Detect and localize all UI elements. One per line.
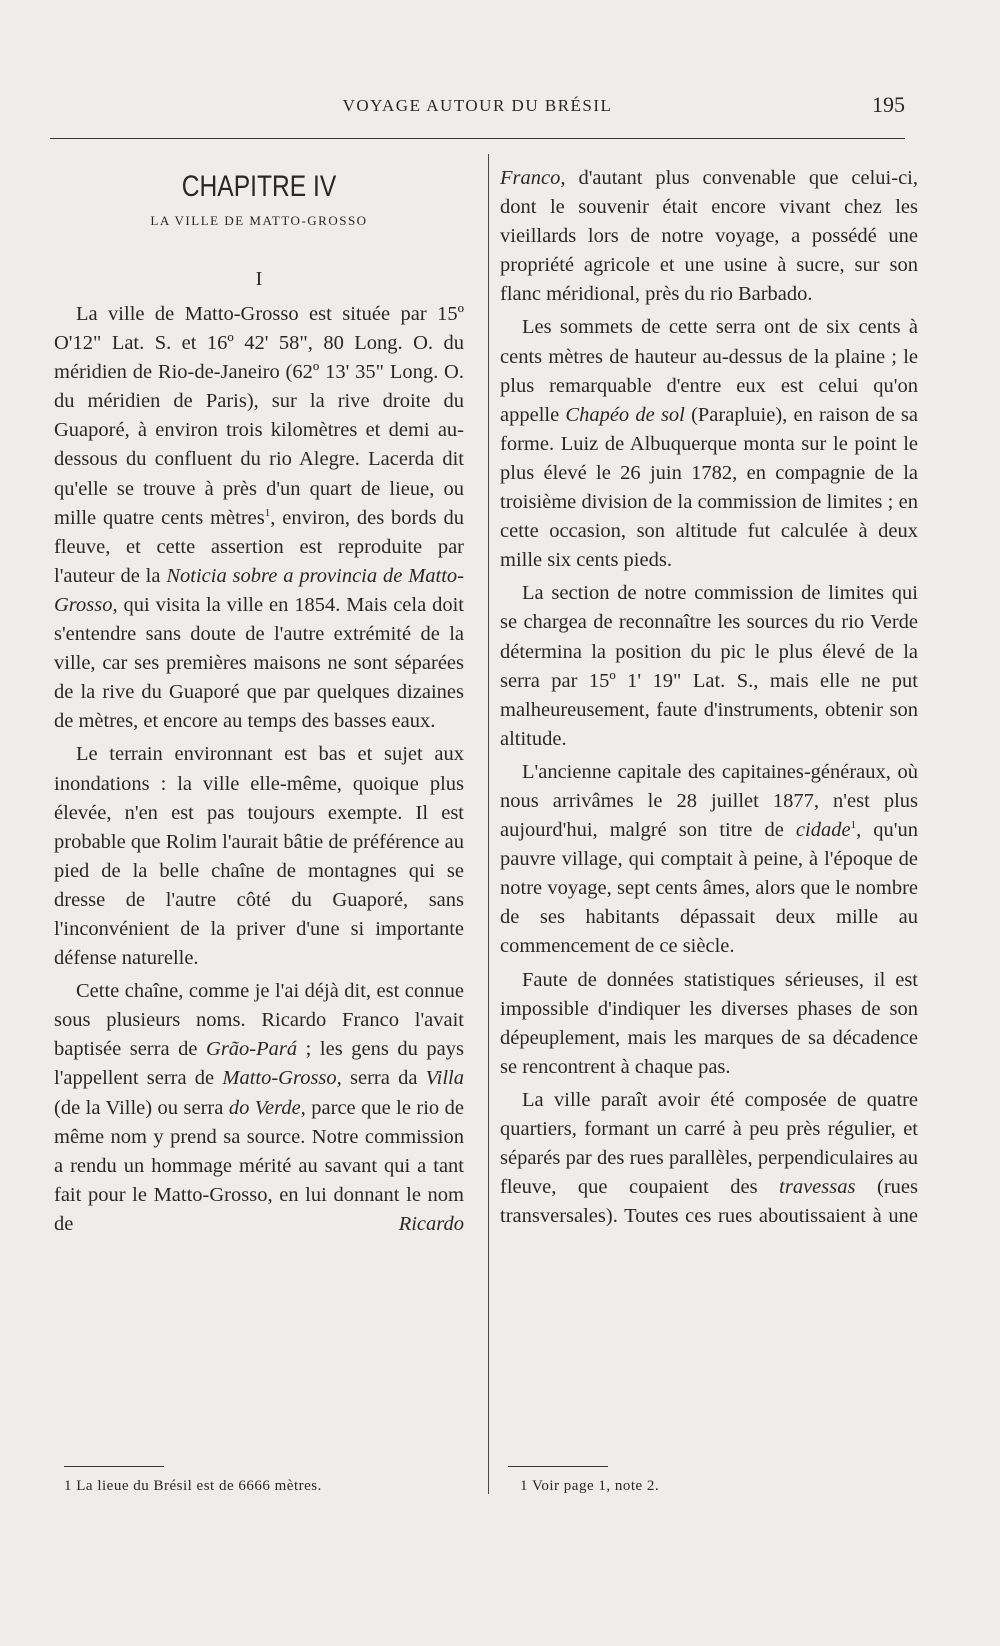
paragraph (54, 300, 464, 736)
paragraph (500, 758, 918, 962)
paragraph: Le terrain environnant est bas et sujet aux inondations : la ville elle-même, quoique plus élevée, n'en est pas toujours exempte. Il est probable que Rolim l'aurait bâtie de préférence au pied de la belle chaîne de montagnes qui se dresse de l'autre côté du Guaporé, sans l'inconvénient de la priver d'une si importante défense naturelle. (54, 743, 464, 970)
text-run: qui visita la ville en 1854. Mais cela doit s'entendre sans doute de l'autre extrémité de la ville, car ses premières maisons ne sont séparées de la rive du Guaporé que par quelques dizaines de mètres, et encore au temps des basses eaux. (54, 593, 464, 733)
paragraph (500, 313, 918, 575)
page-number: 195 (872, 92, 905, 117)
footnote-rule (508, 1466, 608, 1467)
text-run: , environ, des bords du fleuve, et cette assertion est reproduite par l'auteur de la (54, 506, 464, 587)
paragraph: Faute de données statistiques sérieuses, il est impossible d'indiquer les diverses phases de son dépeuplement, mais les marques de sa décadence se rencontrent à chaque pas. (500, 968, 918, 1078)
italic-term: do Verde, (228, 1096, 306, 1119)
italic-term: Matto-Grosso, (222, 1067, 342, 1090)
italic-title: Noticia sobre a provincia de Matto-Grosso, (54, 564, 464, 616)
italic-term: Ricardo (398, 1212, 464, 1235)
chapter-title: CHAPITRE IV (181, 170, 337, 203)
paragraph (54, 977, 464, 1239)
paragraph (500, 164, 918, 309)
text-run: , qu'un pauvre village, qui comptait à peine, à l'époque de notre voyage, sept cents âmes, alors que le nombre de ses habitants dépassait deux mille au commencement de ce siècle. (500, 819, 919, 958)
italic-term: Villa (425, 1067, 464, 1090)
text-run: Cette chaîne, comme je l'ai déjà dit, est connue sous plusieurs noms. Ricardo Franco l'avait baptisée serra de (54, 980, 464, 1061)
paragraph: La section de notre commission de limites qui se chargea de reconnaître les sources du rio Verde détermina la position du pic le plus élevé de la serra par 15º 1' 19" Lat. S., mais elle ne put malheureusement, faute d'instruments, obtenir son altitude. (500, 582, 918, 750)
left-column (54, 164, 464, 1243)
footnote-right: 1 Voir page 1, note 2. (520, 1478, 660, 1494)
section-numeral: I (255, 268, 263, 290)
text-run: Les sommets de cette serra ont de six cents à cents mètres de hauteur au-dessus de la plaine ; le plus remarquable d'entre eux est celui qu'on appelle (500, 316, 918, 426)
text-run: La ville de Matto-Grosso est située par 15º O'12" Lat. S. et 16º 42' 58", 80 Long. O. du méridien de Rio-de-Janeiro (62º 13' 35" Long. O. du méridien de Paris), sur la rive droite du Guaporé, à environ trois kilomètres et demi au-dessous du confluent du rio Alegre. Lacerda dit qu'elle se trouve à près d'un quart de lieue, ou mille quatre cents mètres (54, 303, 464, 529)
header-rule (50, 138, 905, 139)
text-run: (Parapluie), en raison de sa forme. Luiz de Albuquerque monta sur le point le plus élevé le 26 juin 1782, en compagnie de la troisième division de la commission de limites ; en cette occasion, son altitude fut calculée à deux mille six cents pieds. (500, 403, 918, 572)
text-run: (de la Ville) ou serra (54, 1096, 229, 1119)
footnote-rule (64, 1466, 164, 1467)
footnote-left: 1 La lieue du Brésil est de 6666 mètres. (64, 1478, 322, 1494)
italic-term: Franco, (500, 167, 566, 189)
text-run: La ville paraît avoir été composée de quatre quartiers, formant un carré à peu près régulier, et séparés par des rues parallèles, perpendiculaires au fleuve, que coupaient des (500, 1088, 918, 1199)
italic-term: travessas (779, 1176, 856, 1199)
chapter-subtitle: LA VILLE DE MATTO-GROSSO (150, 213, 368, 228)
footnote-ref: 1 (264, 506, 271, 519)
italic-term: Chapéo de sol (565, 403, 685, 426)
text-run: serra da (341, 1067, 426, 1090)
italic-term: Grão-Pará (206, 1038, 298, 1061)
footnote-ref: 1 (850, 819, 857, 832)
running-head (50, 92, 905, 124)
text-run: (rues transversales). Toutes ces rues aboutissaient à une (500, 1176, 918, 1228)
text-run: d'autant plus convenable que celui-ci, dont le souvenir était encore vivant chez les vieillards lors de notre voyage, a possédé une propriété agricole et une usine à sucre, sur son flanc méridional, près du rio Barbado. (500, 167, 918, 306)
text-run: L'ancienne capitale des capitaines-généraux, où nous arrivâmes le 28 juillet 1877, n'est plus aujourd'hui, malgré son titre de (500, 760, 918, 842)
running-title: VOYAGE AUTOUR DU BRÉSIL (342, 96, 613, 115)
text-run: parce que le rio de même nom y prend sa source. Notre commission a rendu un hommage mérité au savant qui a tant fait pour le Matto-Grosso, en lui donnant le nom de (54, 1096, 464, 1235)
text-run: ; les gens du pays l'appellent serra de (54, 1038, 465, 1090)
column-divider (488, 154, 489, 1494)
paragraph (500, 1086, 918, 1231)
right-column (500, 164, 918, 1235)
italic-term: cidade (795, 819, 851, 842)
